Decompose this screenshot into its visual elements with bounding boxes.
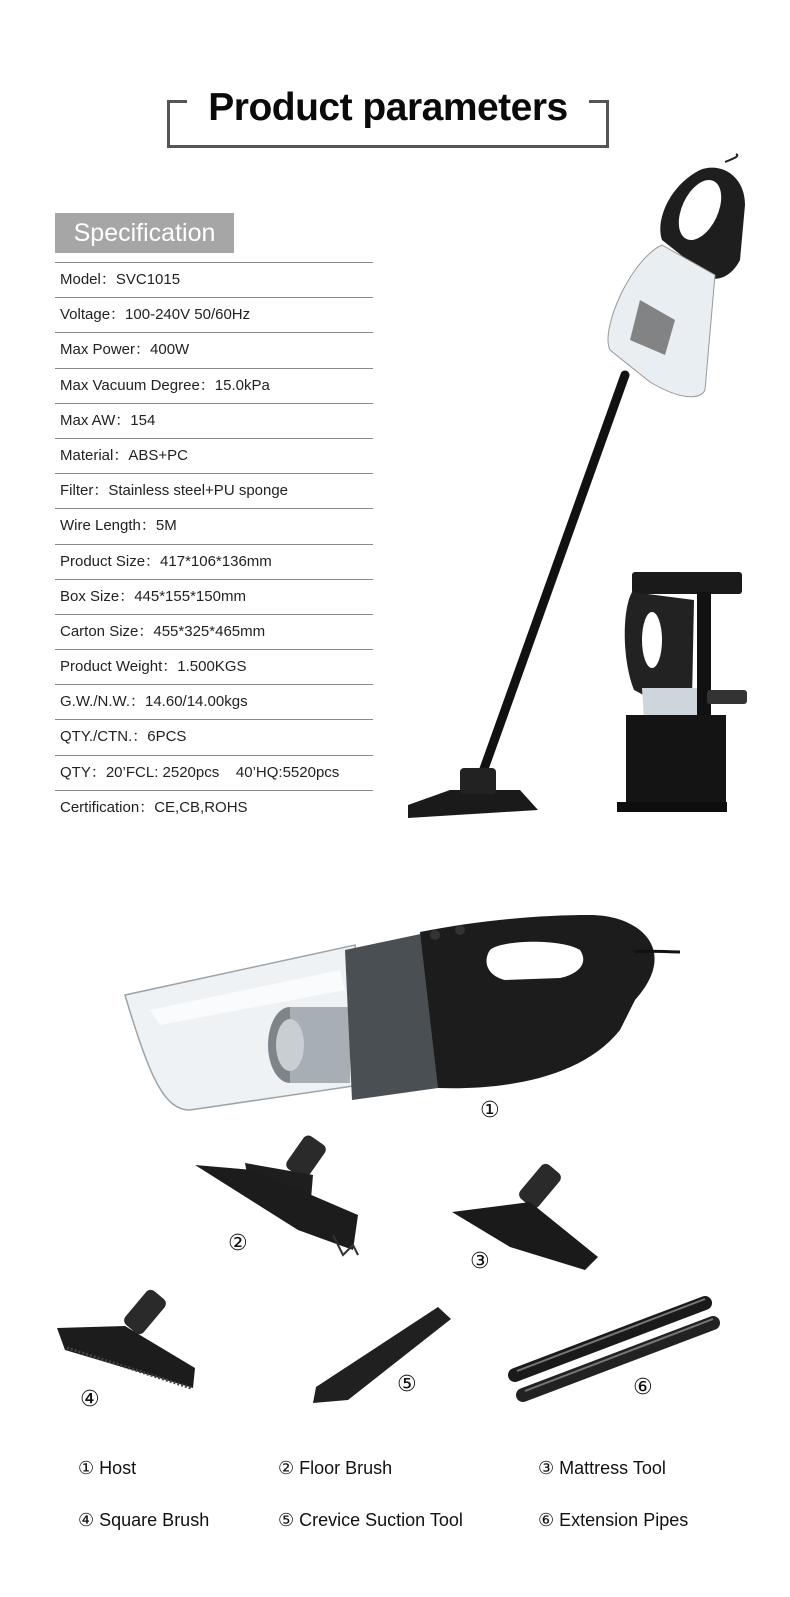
label-number-6: ⑥ xyxy=(633,1374,653,1399)
crevice-tool-image xyxy=(308,1305,453,1405)
spec-row-qty-container: QTY：20’FCL: 2520pcs 40’HQ:5520pcs xyxy=(55,755,373,790)
spec-row-certification: Certification：CE,CB,ROHS xyxy=(55,790,373,825)
spec-row-qty-ctn: QTY./CTN.：6PCS xyxy=(55,719,373,754)
spec-row-filter: Filter：Stainless steel+PU sponge xyxy=(55,473,373,508)
legend-host: ① Host xyxy=(78,1458,137,1478)
legend-mattress-tool: ③ Mattress Tool xyxy=(538,1458,666,1478)
label-number-5: ⑤ xyxy=(397,1371,417,1396)
spec-row-model: Model：SVC1015 xyxy=(55,262,373,297)
spec-row-product-weight: Product Weight：1.500KGS xyxy=(55,649,373,684)
label-number-4: ④ xyxy=(80,1386,100,1411)
label-number-1: ① xyxy=(480,1097,500,1122)
spec-row-voltage: Voltage：100-240V 50/60Hz xyxy=(55,297,373,332)
spec-row-vacuum-degree: Max Vacuum Degree：15.0kPa xyxy=(55,368,373,403)
host-image xyxy=(120,910,685,1115)
spec-row-box-size: Box Size：445*155*150mm xyxy=(55,579,373,614)
label-number-2: ② xyxy=(228,1230,248,1255)
docked-vacuum-image xyxy=(612,570,752,815)
legend-floor-brush: ② Floor Brush xyxy=(278,1458,393,1478)
page-title: Product parameters xyxy=(208,86,568,129)
spec-row-wire-length: Wire Length：5M xyxy=(55,508,373,543)
extension-pipes-image xyxy=(505,1295,720,1405)
spec-list xyxy=(55,262,373,825)
legend-square-brush: ④ Square Brush xyxy=(78,1510,210,1530)
legend-extension-pipes: ⑥ Extension Pipes xyxy=(538,1510,689,1530)
legend-crevice-tool: ⑤ Crevice Suction Tool xyxy=(278,1510,463,1530)
label-number-3: ③ xyxy=(470,1248,490,1273)
spec-row-carton-size: Carton Size：455*325*465mm xyxy=(55,614,373,649)
square-brush-image xyxy=(55,1288,200,1398)
spec-row-product-size: Product Size：417*106*136mm xyxy=(55,544,373,579)
spec-row-max-power: Max Power：400W xyxy=(55,332,373,367)
specification-header: Specification xyxy=(55,213,234,253)
spec-row-gw-nw: G.W./N.W.：14.60/14.00kgs xyxy=(55,684,373,719)
spec-row-material: Material：ABS+PC xyxy=(55,438,373,473)
spec-row-max-aw: Max AW：154 xyxy=(55,403,373,438)
floor-brush-image xyxy=(193,1135,363,1260)
